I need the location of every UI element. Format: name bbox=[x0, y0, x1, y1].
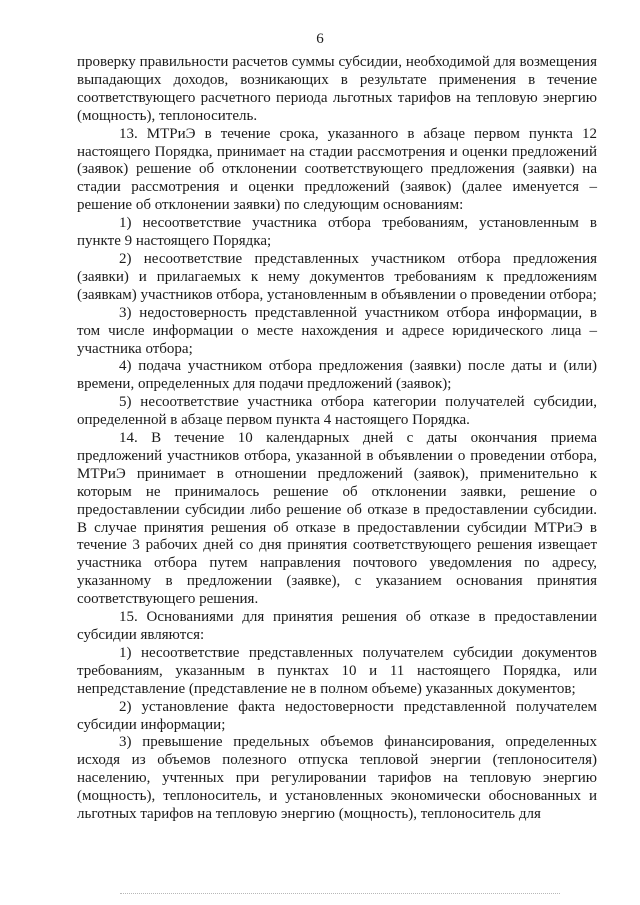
paragraph-item-14: 14. В течение 10 календарных дней с даты окончания приема предложений участников отбора, указанной в объявлении о проведении отбора, МТРиЭ принимает в отношении предложений (заявок), применительно к которым не принималось решение об отклонении заявки, решение о предоставлении субсидии либо решение об отказе в предоставлении субсидии. В случае принятия решения об отказе в предоставлении субсидии МТРиЭ в течение 3 рабочих дней со дня принятия соответствующего решения извещает участника отбора путем направления почтового уведомления по адресу, указанному в предложении (заявке), с указанием основания принятия соответствующего решения. bbox=[77, 430, 597, 608]
paragraph-15-subitem-2: 2) установление факта недостоверности представленной получателем субсидии информации; bbox=[77, 698, 597, 733]
page-number: 6 bbox=[316, 31, 324, 47]
paragraph-continuation: проверку правильности расчетов суммы субсидии, необходимой для возмещения выпадающих доходов, возникающих в результате применения в течение соответствующего расчетного периода льготных тарифов на тепловую энергию (мощность), теплоноситель. bbox=[77, 54, 597, 124]
paragraph-15-subitem-3: 3) превышение предельных объемов финансирования, определенных исходя из объемов полезного отпуска тепловой энергии (теплоносителя) населению, учтенных при регулировании тарифов на тепловую энергию (мощность), теплоноситель, и установленных экономически обоснованных и льготных тарифов на тепловую энергию (мощность), теплоноситель для bbox=[77, 734, 597, 823]
paragraph-15-subitem-1: 1) несоответствие представленных получателем субсидии документов требованиям, указанным в пунктах 10 и 11 настоящего Порядка, или непредставление (представление не в полном объеме) указанных документов; bbox=[77, 644, 597, 697]
scan-bottom-rule bbox=[120, 893, 560, 894]
document-body bbox=[77, 54, 597, 824]
paragraph-13-subitem-4: 4) подача участником отбора предложения (заявки) после даты и (или) времени, определенных для подачи предложений (заявок); bbox=[77, 358, 597, 393]
paragraph-item-15: 15. Основаниями для принятия решения об отказе в предоставлении субсидии являются: bbox=[77, 609, 597, 643]
paragraph-13-subitem-3: 3) недостоверность представленной участником отбора информации, в том числе информации о месте нахождения и адресе юридического лица – участника отбора; bbox=[77, 304, 597, 357]
paragraph-13-subitem-2: 2) несоответствие представленных участником отбора предложения (заявки) и прилагаемых к нему документов требованиям к предложениям (заявкам) участников отбора, установленным в объявлении о проведении отбора; bbox=[77, 250, 597, 303]
paragraph-13-subitem-1: 1) несоответствие участника отбора требованиям, установленным в пункте 9 настоящего Порядка; bbox=[77, 215, 597, 250]
paragraph-13-subitem-5: 5) несоответствие участника отбора категории получателей субсидии, определенной в абзаце первом пункта 4 настоящего Порядка. bbox=[77, 394, 597, 429]
paragraph-item-13: 13. МТРиЭ в течение срока, указанного в абзаце первом пункта 12 настоящего Порядка, принимает на стадии рассмотрения и оценки предложений (заявок) решение об отклонении соответствующего предложения (заявки) на стадии рассмотрения и оценки предложений (заявок) (далее именуется – решение об отклонении заявки) по следующим основаниям: bbox=[77, 125, 597, 214]
